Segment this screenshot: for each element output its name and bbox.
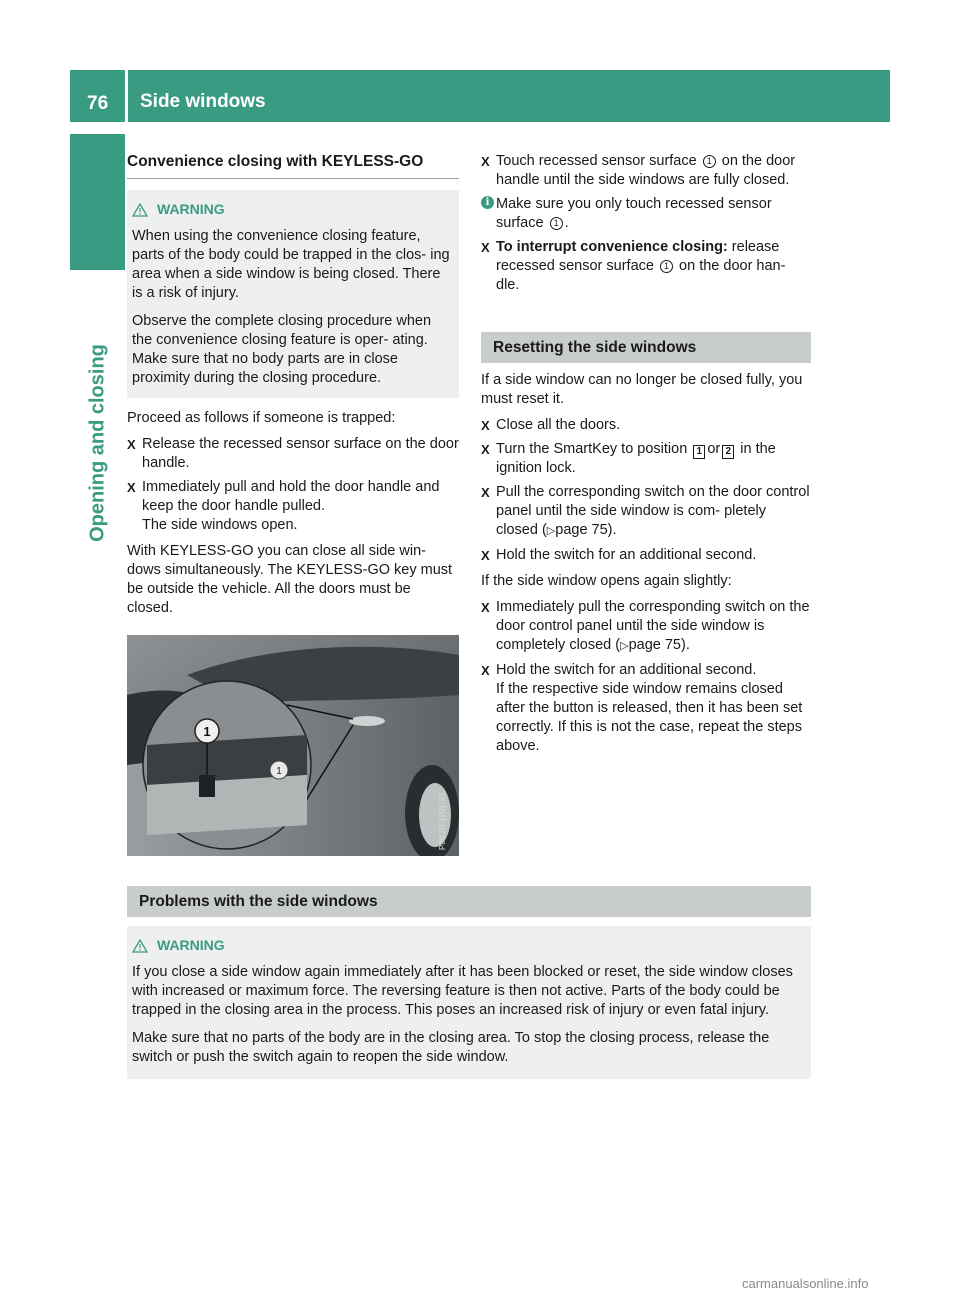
key-position-2: 2 bbox=[722, 445, 734, 459]
instruction-step: X Hold the switch for an additional second. bbox=[481, 547, 757, 563]
section-title-convenience-closing: Convenience closing with KEYLESS-GO bbox=[127, 152, 459, 179]
warning-heading: WARNING bbox=[132, 200, 452, 219]
instruction-step: X Immediately pull the corresponding switch on the door control panel until the side window is completely closed (▷page 75). bbox=[481, 599, 810, 653]
page-ref-icon: ▷ bbox=[620, 640, 629, 652]
instruction-step: X Pull the corresponding switch on the door control panel until the side window is com- pletely closed (▷page 75). bbox=[481, 484, 810, 538]
page-ref-icon: ▷ bbox=[546, 525, 556, 537]
step-arrow-icon: X bbox=[481, 418, 490, 433]
left-column bbox=[127, 152, 459, 856]
callout-number: 1 bbox=[660, 260, 673, 273]
warning-triangle-icon bbox=[132, 203, 148, 217]
warning-text: Make sure that no parts of the body are in the closing area. To stop the closing process, release the switch or push the switch again to reopen the side window. bbox=[132, 1030, 770, 1065]
step-arrow-icon: X bbox=[481, 548, 490, 563]
page-number: 76 bbox=[70, 70, 125, 122]
instruction-step: X Turn the SmartKey to position 1 or 2 in the ignition lock. bbox=[481, 441, 776, 476]
page-header-title: Side windows bbox=[128, 70, 890, 122]
warning-triangle-icon bbox=[132, 939, 148, 953]
paragraph: If a side window can no longer be closed fully, you must reset it. bbox=[481, 372, 803, 407]
page-reference-link[interactable]: page 75 bbox=[555, 522, 608, 538]
info-icon: i bbox=[481, 196, 494, 209]
section-title-resetting: Resetting the side windows bbox=[481, 332, 811, 363]
instruction-step: X Hold the switch for an additional second. If the respective side window remains closed after the button is released, then it has been set correctly. If this is not the case, repeat the steps above. bbox=[481, 662, 803, 754]
step-arrow-icon: X bbox=[481, 154, 490, 169]
door-handle-figure bbox=[127, 635, 459, 856]
step-arrow-icon: X bbox=[127, 437, 136, 452]
step-arrow-icon: X bbox=[481, 600, 490, 615]
warning-text: Observe the complete closing procedure when the convenience closing feature is oper- ating. Make sure that no body parts are in close proximity during the closing procedure. bbox=[132, 313, 432, 386]
instruction-step: X Close all the doors. bbox=[481, 417, 621, 433]
chapter-tab bbox=[70, 134, 125, 270]
right-column bbox=[481, 152, 811, 761]
watermark: carmanualsonline.info bbox=[742, 1276, 869, 1291]
warning-box bbox=[127, 926, 811, 1079]
info-note: i Make sure you only touch recessed sensor surface 1 . bbox=[481, 195, 811, 233]
warning-text: If you close a side window again immediately after it has been blocked or reset, the side window closes with increased or maximum force. The reversing feature is then not active. Parts of the body could be trapped in the closing area in the process. This poses an increased risk of injury or even fatal injury. bbox=[132, 964, 793, 1018]
instruction-step: X Release the recessed sensor surface on the door handle. bbox=[127, 436, 459, 471]
key-position-1: 1 bbox=[693, 445, 705, 459]
figure-callout: 1 bbox=[203, 724, 211, 739]
instruction-step: X To interrupt convenience closing: release recessed sensor surface 1 on the door han- dle. bbox=[481, 239, 786, 293]
page-reference-link[interactable]: page 75 bbox=[628, 637, 681, 653]
section-title-problems: Problems with the side windows bbox=[127, 886, 811, 917]
callout-number: 1 bbox=[550, 217, 563, 230]
chapter-label: Opening and closing bbox=[86, 344, 108, 542]
step-arrow-icon: X bbox=[481, 442, 490, 457]
warning-text: When using the convenience closing feature, parts of the body could be trapped in the clos- ing area when a side window is being closed. There is a risk of injury. bbox=[132, 228, 450, 301]
figure-code: P88.20-1201-31 bbox=[438, 792, 447, 850]
callout-number: 1 bbox=[703, 155, 716, 168]
instruction-step: X Immediately pull and hold the door handle and keep the door handle pulled. The side windows open. bbox=[127, 479, 440, 533]
paragraph: If the side window opens again slightly: bbox=[481, 573, 732, 589]
instruction-step: X Touch recessed sensor surface 1 on the door handle until the side windows are fully closed. bbox=[481, 153, 796, 188]
step-arrow-icon: X bbox=[481, 240, 490, 255]
paragraph: Proceed as follows if someone is trapped: bbox=[127, 410, 396, 426]
warning-heading: WARNING bbox=[132, 936, 801, 955]
figure-callout-small: 1 bbox=[276, 766, 282, 777]
step-arrow-icon: X bbox=[481, 663, 490, 678]
step-arrow-icon: X bbox=[127, 480, 136, 495]
paragraph: With KEYLESS-GO you can close all side win- dows simultaneously. The KEYLESS-GO key must be outside the vehicle. All the doors must be closed. bbox=[127, 543, 453, 616]
warning-box bbox=[127, 190, 459, 398]
problems-section bbox=[127, 886, 811, 1090]
step-arrow-icon: X bbox=[481, 485, 490, 500]
